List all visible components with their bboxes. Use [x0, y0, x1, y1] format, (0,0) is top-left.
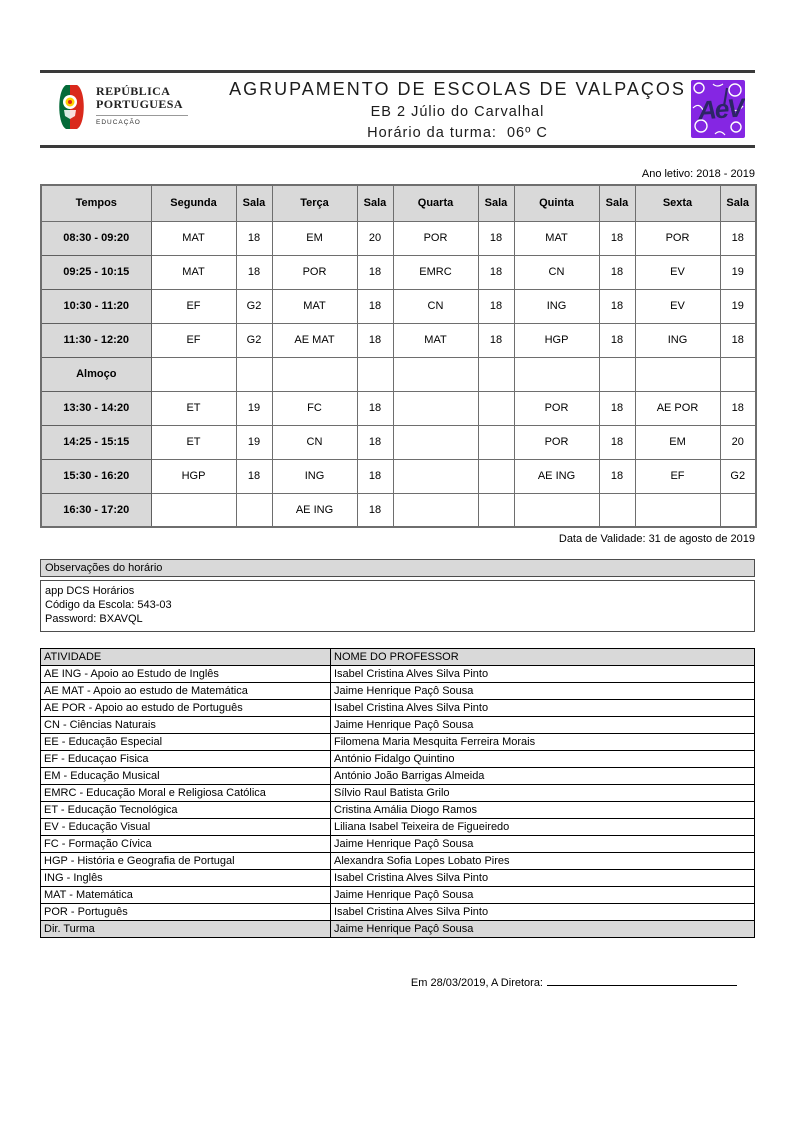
- class-schedule-title: Horário da turma: 06º C: [367, 124, 548, 141]
- timetable-subject-cell: EV: [635, 289, 720, 323]
- portugal-flag-icon: [54, 83, 88, 136]
- timetable-room-cell: 19: [236, 425, 272, 459]
- activity-row: [41, 819, 755, 836]
- timetable-subject-cell: [272, 357, 357, 391]
- timetable-subject-cell: [514, 493, 599, 527]
- activity-row: [41, 700, 755, 717]
- timetable-room-cell: 18: [599, 425, 635, 459]
- activity-row: [41, 921, 755, 938]
- timetable-subject-cell: MAT: [514, 221, 599, 255]
- activity-cell: ET - Educação Tecnológica: [41, 802, 331, 819]
- school-crest-logo: [691, 80, 745, 138]
- timetable-subject-cell: [151, 357, 236, 391]
- gov-logo-subtitle: EDUCAÇÃO: [96, 118, 141, 126]
- activity-cell: FC - Formação Cívica: [41, 836, 331, 853]
- timetable-room-cell: G2: [236, 289, 272, 323]
- timetable-room-cell: 18: [599, 391, 635, 425]
- timetable-room-cell: 18: [720, 221, 756, 255]
- timetable-subject-cell: [393, 357, 478, 391]
- timetable-subject-cell: CN: [393, 289, 478, 323]
- activity-cell: MAT - Matemática: [41, 887, 331, 904]
- timetable-room-cell: 18: [357, 289, 393, 323]
- activity-row: [41, 802, 755, 819]
- activity-row: [41, 836, 755, 853]
- activity-cell: AE ING - Apoio ao Estudo de Inglês: [41, 666, 331, 683]
- activity-cell: EMRC - Educação Moral e Religiosa Católica: [41, 785, 331, 802]
- timetable-column-header: Sexta: [635, 185, 720, 221]
- timetable-row: [41, 459, 756, 493]
- timetable-room-cell: 18: [599, 255, 635, 289]
- timetable-time-cell: 14:25 - 15:15: [41, 425, 151, 459]
- timetable-room-cell: [720, 357, 756, 391]
- timetable-room-cell: [720, 493, 756, 527]
- timetable-time-cell: 08:30 - 09:20: [41, 221, 151, 255]
- timetable-subject-cell: MAT: [393, 323, 478, 357]
- timetable-subject-cell: [393, 459, 478, 493]
- timetable-subject-cell: [151, 493, 236, 527]
- activity-row: [41, 853, 755, 870]
- validity-date-label: Data de Validade: 31 de agosto de 2019: [558, 533, 755, 545]
- timetable-subject-cell: [393, 425, 478, 459]
- timetable-room-cell: 18: [599, 221, 635, 255]
- school-group-title: AGRUPAMENTO DE ESCOLAS DE VALPAÇOS: [229, 78, 686, 99]
- activity-cell: AE POR - Apoio ao estudo de Português: [41, 700, 331, 717]
- timetable-subject-cell: [635, 357, 720, 391]
- timetable-subject-cell: POR: [393, 221, 478, 255]
- activity-cell: HGP - História e Geografia de Portugal: [41, 853, 331, 870]
- timetable-room-cell: 18: [236, 255, 272, 289]
- timetable-time-cell: 11:30 - 12:20: [41, 323, 151, 357]
- timetable-subject-cell: AE ING: [514, 459, 599, 493]
- activity-row: [41, 887, 755, 904]
- gov-logo-text: [96, 83, 188, 126]
- timetable-subject-cell: EM: [272, 221, 357, 255]
- timetable: [40, 184, 757, 528]
- school-logo-monogram: AeV: [696, 92, 744, 126]
- teacher-cell: Cristina Amália Diogo Ramos: [331, 802, 755, 819]
- timetable-subject-cell: EM: [635, 425, 720, 459]
- timetable-room-cell: 20: [357, 221, 393, 255]
- activities-header-row: [41, 649, 755, 666]
- timetable-time-cell: Almoço: [41, 357, 151, 391]
- activity-row: [41, 870, 755, 887]
- activity-cell: ING - Inglês: [41, 870, 331, 887]
- timetable-subject-cell: AE ING: [272, 493, 357, 527]
- timetable-subject-cell: [393, 493, 478, 527]
- timetable-room-cell: 18: [357, 459, 393, 493]
- timetable-room-cell: [478, 493, 514, 527]
- timetable-subject-cell: ING: [514, 289, 599, 323]
- header-titles: [224, 78, 691, 141]
- timetable-subject-cell: EF: [151, 289, 236, 323]
- timetable-subject-cell: AE MAT: [272, 323, 357, 357]
- timetable-subject-cell: [393, 391, 478, 425]
- signature-row: [40, 976, 755, 989]
- gov-logo-divider: [96, 115, 188, 116]
- teacher-cell: Filomena Maria Mesquita Ferreira Morais: [331, 734, 755, 751]
- timetable-room-cell: 18: [478, 323, 514, 357]
- timetable-subject-cell: [514, 357, 599, 391]
- activity-row: [41, 717, 755, 734]
- timetable-room-cell: [478, 357, 514, 391]
- school-year-label: Ano letivo: 2018 - 2019: [641, 168, 755, 180]
- timetable-room-cell: 18: [357, 323, 393, 357]
- teacher-cell: Isabel Cristina Alves Silva Pinto: [331, 870, 755, 887]
- timetable-column-header: Sala: [599, 185, 635, 221]
- timetable-row: [41, 391, 756, 425]
- timetable-subject-cell: ING: [635, 323, 720, 357]
- teacher-cell: Alexandra Sofia Lopes Lobato Pires: [331, 853, 755, 870]
- timetable-column-header: Sala: [720, 185, 756, 221]
- activity-column-header: ATIVIDADE: [41, 649, 331, 666]
- timetable-column-header: Sala: [236, 185, 272, 221]
- timetable-room-cell: [236, 357, 272, 391]
- timetable-row: [41, 255, 756, 289]
- teacher-cell: António João Barrigas Almeida: [331, 768, 755, 785]
- timetable-subject-cell: POR: [514, 425, 599, 459]
- timetable-room-cell: G2: [720, 459, 756, 493]
- timetable-room-cell: 19: [720, 255, 756, 289]
- timetable-subject-cell: EMRC: [393, 255, 478, 289]
- timetable-subject-cell: MAT: [272, 289, 357, 323]
- timetable-room-cell: 18: [357, 255, 393, 289]
- activities-table: [40, 648, 755, 938]
- timetable-row: [41, 289, 756, 323]
- teacher-cell: Jaime Henrique Paçô Sousa: [331, 683, 755, 700]
- timetable-row: [41, 493, 756, 527]
- timetable-subject-cell: MAT: [151, 221, 236, 255]
- timetable-room-cell: 18: [599, 289, 635, 323]
- timetable-subject-cell: CN: [514, 255, 599, 289]
- timetable-room-cell: [357, 357, 393, 391]
- timetable-room-cell: G2: [236, 323, 272, 357]
- timetable-row: [41, 357, 756, 391]
- timetable-room-cell: 18: [357, 391, 393, 425]
- signature-blank-line: [547, 976, 737, 986]
- timetable-row: [41, 221, 756, 255]
- activity-row: [41, 751, 755, 768]
- observation-line-app: app DCS Horários: [45, 585, 135, 597]
- timetable-room-cell: 19: [236, 391, 272, 425]
- timetable-subject-cell: ET: [151, 425, 236, 459]
- timetable-room-cell: [478, 425, 514, 459]
- timetable-subject-cell: [635, 493, 720, 527]
- timetable-subject-cell: CN: [272, 425, 357, 459]
- teacher-cell: Liliana Isabel Teixeira de Figueiredo: [331, 819, 755, 836]
- activity-row: [41, 683, 755, 700]
- teacher-cell: Isabel Cristina Alves Silva Pinto: [331, 904, 755, 921]
- timetable-room-cell: 18: [720, 323, 756, 357]
- timetable-subject-cell: HGP: [514, 323, 599, 357]
- timetable-time-cell: 09:25 - 10:15: [41, 255, 151, 289]
- timetable-subject-cell: AE POR: [635, 391, 720, 425]
- timetable-time-cell: 10:30 - 11:20: [41, 289, 151, 323]
- activity-row: [41, 904, 755, 921]
- timetable-room-cell: 20: [720, 425, 756, 459]
- timetable-column-header: Quarta: [393, 185, 478, 221]
- timetable-room-cell: 18: [720, 391, 756, 425]
- timetable-column-header: Quinta: [514, 185, 599, 221]
- activity-cell: EM - Educação Musical: [41, 768, 331, 785]
- timetable-subject-cell: POR: [272, 255, 357, 289]
- observation-line-password: Password: BXAVQL: [45, 613, 143, 625]
- timetable-room-cell: [478, 391, 514, 425]
- activity-cell: AE MAT - Apoio ao estudo de Matemática: [41, 683, 331, 700]
- teacher-cell: Jaime Henrique Paçô Sousa: [331, 887, 755, 904]
- timetable-time-cell: 13:30 - 14:20: [41, 391, 151, 425]
- activity-cell: POR - Português: [41, 904, 331, 921]
- teacher-cell: Isabel Cristina Alves Silva Pinto: [331, 700, 755, 717]
- timetable-room-cell: 18: [236, 221, 272, 255]
- teacher-cell: Jaime Henrique Paçô Sousa: [331, 717, 755, 734]
- timetable-subject-cell: MAT: [151, 255, 236, 289]
- activity-row: [41, 768, 755, 785]
- timetable-room-cell: 18: [236, 459, 272, 493]
- activity-cell: Dir. Turma: [41, 921, 331, 938]
- activity-row: [41, 785, 755, 802]
- timetable-time-cell: 16:30 - 17:20: [41, 493, 151, 527]
- timetable-header-row: [41, 185, 756, 221]
- observations-header: Observações do horário: [40, 559, 755, 577]
- timetable-subject-cell: ET: [151, 391, 236, 425]
- observation-line-school-code: Código da Escola: 543-03: [45, 599, 172, 611]
- activity-cell: EF - Educaçao Fisica: [41, 751, 331, 768]
- teacher-cell: António Fidalgo Quintino: [331, 751, 755, 768]
- timetable-room-cell: 18: [478, 289, 514, 323]
- timetable-room-cell: 19: [720, 289, 756, 323]
- teacher-cell: Jaime Henrique Paçô Sousa: [331, 836, 755, 853]
- activity-row: [41, 666, 755, 683]
- timetable-time-cell: 15:30 - 16:20: [41, 459, 151, 493]
- activity-cell: CN - Ciências Naturais: [41, 717, 331, 734]
- timetable-room-cell: 18: [478, 221, 514, 255]
- gov-logo-line2: PORTUGUESA: [96, 96, 183, 111]
- document-header: [40, 70, 755, 148]
- timetable-subject-cell: EV: [635, 255, 720, 289]
- timetable-column-header: Tempos: [41, 185, 151, 221]
- timetable-subject-cell: EF: [151, 323, 236, 357]
- school-name: EB 2 Júlio do Carvalhal: [370, 103, 545, 120]
- republica-portuguesa-logo: [54, 83, 224, 136]
- signature-label: Em 28/03/2019, A Diretora:: [410, 977, 543, 989]
- timetable-room-cell: [236, 493, 272, 527]
- timetable-column-header: Terça: [272, 185, 357, 221]
- timetable-subject-cell: ING: [272, 459, 357, 493]
- teacher-column-header: NOME DO PROFESSOR: [331, 649, 755, 666]
- timetable-row: [41, 425, 756, 459]
- timetable-room-cell: [478, 459, 514, 493]
- timetable-row: [41, 323, 756, 357]
- gov-logo-line1: REPÚBLICA: [96, 83, 171, 98]
- timetable-column-header: Sala: [357, 185, 393, 221]
- timetable-room-cell: 18: [599, 459, 635, 493]
- observations-box: [40, 580, 755, 632]
- activity-cell: EE - Educação Especial: [41, 734, 331, 751]
- timetable-room-cell: 18: [357, 493, 393, 527]
- timetable-subject-cell: POR: [514, 391, 599, 425]
- timetable-room-cell: 18: [357, 425, 393, 459]
- teacher-cell: Isabel Cristina Alves Silva Pinto: [331, 666, 755, 683]
- teacher-cell: Jaime Henrique Paçô Sousa: [331, 921, 755, 938]
- timetable-subject-cell: POR: [635, 221, 720, 255]
- timetable-room-cell: [599, 357, 635, 391]
- activity-cell: EV - Educação Visual: [41, 819, 331, 836]
- timetable-subject-cell: HGP: [151, 459, 236, 493]
- timetable-column-header: Sala: [478, 185, 514, 221]
- timetable-room-cell: 18: [599, 323, 635, 357]
- timetable-subject-cell: FC: [272, 391, 357, 425]
- timetable-column-header: Segunda: [151, 185, 236, 221]
- timetable-room-cell: 18: [478, 255, 514, 289]
- activity-row: [41, 734, 755, 751]
- timetable-subject-cell: EF: [635, 459, 720, 493]
- teacher-cell: Sílvio Raul Batista Grilo: [331, 785, 755, 802]
- timetable-room-cell: [599, 493, 635, 527]
